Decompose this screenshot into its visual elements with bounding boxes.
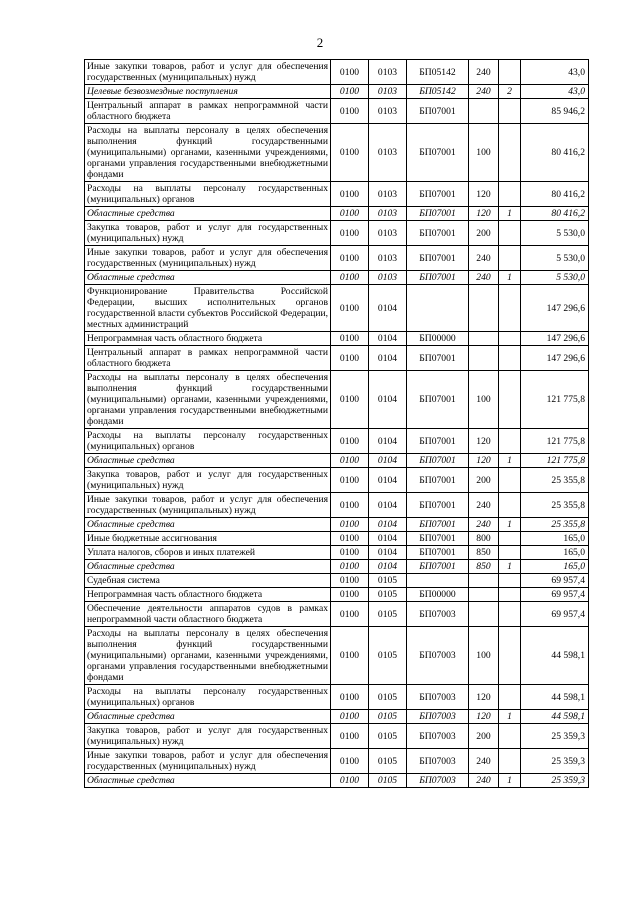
- expense-type-code-cell: [469, 602, 499, 627]
- subsection-code-cell: 0105: [369, 724, 407, 749]
- expense-type-code-cell: 100: [469, 627, 499, 685]
- expense-type-code-cell: 120: [469, 454, 499, 468]
- subsection-code-cell: 0103: [369, 85, 407, 99]
- target-item-code-cell: БП07003: [407, 710, 469, 724]
- target-item-code-cell: БП07001: [407, 346, 469, 371]
- row-name-cell: Обеспечение деятельности аппаратов судов в рамках непрограммной части областного бюджета: [85, 602, 331, 627]
- funding-source-cell: [499, 546, 521, 560]
- table-row: [85, 85, 589, 99]
- section-code-cell: 0100: [331, 285, 369, 332]
- budget-table: [84, 59, 589, 788]
- row-name-cell: Расходы на выплаты персоналу в целях обеспечения выполнения функций государственными (муниципальными) органами, казенными учреждениями, органами управления государственными внебюджетными фондами: [85, 124, 331, 182]
- funding-source-cell: [499, 627, 521, 685]
- expense-type-code-cell: 120: [469, 182, 499, 207]
- row-name-cell: Судебная система: [85, 574, 331, 588]
- funding-source-cell: 1: [499, 710, 521, 724]
- amount-cell: 44 598,1: [521, 685, 589, 710]
- expense-type-code-cell: 120: [469, 207, 499, 221]
- row-name-cell: Областные средства: [85, 710, 331, 724]
- table-row: [85, 332, 589, 346]
- row-name-cell: Областные средства: [85, 271, 331, 285]
- subsection-code-cell: 0105: [369, 588, 407, 602]
- amount-cell: 121 775,8: [521, 429, 589, 454]
- section-code-cell: 0100: [331, 546, 369, 560]
- target-item-code-cell: БП07001: [407, 560, 469, 574]
- funding-source-cell: [499, 371, 521, 429]
- section-code-cell: 0100: [331, 454, 369, 468]
- target-item-code-cell: БП07001: [407, 518, 469, 532]
- expense-type-code-cell: 240: [469, 85, 499, 99]
- expense-type-code-cell: 850: [469, 560, 499, 574]
- row-name-cell: Закупка товаров, работ и услуг для государственных (муниципальных) нужд: [85, 724, 331, 749]
- amount-cell: 25 355,8: [521, 468, 589, 493]
- funding-source-cell: 2: [499, 85, 521, 99]
- target-item-code-cell: БП00000: [407, 588, 469, 602]
- funding-source-cell: [499, 246, 521, 271]
- funding-source-cell: [499, 468, 521, 493]
- row-name-cell: Иные закупки товаров, работ и услуг для обеспечения государственных (муниципальных) нужд: [85, 493, 331, 518]
- expense-type-code-cell: 200: [469, 221, 499, 246]
- subsection-code-cell: 0103: [369, 246, 407, 271]
- row-name-cell: Функционирование Правительства Российской Федерации, высших исполнительных органов государственной власти субъектов Российской Федерации, местных администраций: [85, 285, 331, 332]
- expense-type-code-cell: [469, 285, 499, 332]
- amount-cell: 25 355,8: [521, 518, 589, 532]
- row-name-cell: Иные закупки товаров, работ и услуг для обеспечения государственных (муниципальных) нужд: [85, 749, 331, 774]
- section-code-cell: 0100: [331, 588, 369, 602]
- target-item-code-cell: [407, 574, 469, 588]
- target-item-code-cell: БП07003: [407, 774, 469, 788]
- row-name-cell: Непрограммная часть областного бюджета: [85, 588, 331, 602]
- amount-cell: 5 530,0: [521, 246, 589, 271]
- subsection-code-cell: 0104: [369, 454, 407, 468]
- target-item-code-cell: БП07001: [407, 454, 469, 468]
- amount-cell: 147 296,6: [521, 332, 589, 346]
- target-item-code-cell: БП07001: [407, 429, 469, 454]
- subsection-code-cell: 0104: [369, 371, 407, 429]
- row-name-cell: Закупка товаров, работ и услуг для государственных (муниципальных) нужд: [85, 468, 331, 493]
- row-name-cell: Расходы на выплаты персоналу государственных (муниципальных) органов: [85, 429, 331, 454]
- target-item-code-cell: БП07001: [407, 493, 469, 518]
- expense-type-code-cell: [469, 574, 499, 588]
- amount-cell: 121 775,8: [521, 371, 589, 429]
- expense-type-code-cell: 240: [469, 518, 499, 532]
- funding-source-cell: [499, 221, 521, 246]
- row-name-cell: Областные средства: [85, 207, 331, 221]
- row-name-cell: Непрограммная часть областного бюджета: [85, 332, 331, 346]
- funding-source-cell: [499, 346, 521, 371]
- table-row: [85, 285, 589, 332]
- expense-type-code-cell: 200: [469, 468, 499, 493]
- row-name-cell: Областные средства: [85, 774, 331, 788]
- row-name-cell: Центральный аппарат в рамках непрограммной части областного бюджета: [85, 99, 331, 124]
- funding-source-cell: [499, 182, 521, 207]
- table-row: [85, 60, 589, 85]
- row-name-cell: Целевые безвозмездные поступления: [85, 85, 331, 99]
- section-code-cell: 0100: [331, 685, 369, 710]
- row-name-cell: Иные бюджетные ассигнования: [85, 532, 331, 546]
- row-name-cell: Областные средства: [85, 560, 331, 574]
- expense-type-code-cell: 100: [469, 371, 499, 429]
- section-code-cell: 0100: [331, 560, 369, 574]
- subsection-code-cell: 0104: [369, 285, 407, 332]
- amount-cell: 25 355,8: [521, 493, 589, 518]
- row-name-cell: Расходы на выплаты персоналу государственных (муниципальных) органов: [85, 685, 331, 710]
- section-code-cell: 0100: [331, 518, 369, 532]
- amount-cell: 69 957,4: [521, 574, 589, 588]
- subsection-code-cell: 0104: [369, 518, 407, 532]
- table-row: [85, 627, 589, 685]
- funding-source-cell: 1: [499, 774, 521, 788]
- table-row: [85, 346, 589, 371]
- subsection-code-cell: 0103: [369, 99, 407, 124]
- amount-cell: 25 359,3: [521, 724, 589, 749]
- funding-source-cell: 1: [499, 271, 521, 285]
- page-number: 2: [316, 35, 324, 50]
- expense-type-code-cell: [469, 332, 499, 346]
- subsection-code-cell: 0104: [369, 346, 407, 371]
- expense-type-code-cell: 240: [469, 60, 499, 85]
- section-code-cell: 0100: [331, 724, 369, 749]
- amount-cell: 165,0: [521, 532, 589, 546]
- amount-cell: 80 416,2: [521, 182, 589, 207]
- table-row: [85, 710, 589, 724]
- section-code-cell: 0100: [331, 99, 369, 124]
- target-item-code-cell: БП07001: [407, 271, 469, 285]
- target-item-code-cell: БП07001: [407, 546, 469, 560]
- funding-source-cell: [499, 574, 521, 588]
- expense-type-code-cell: 240: [469, 774, 499, 788]
- section-code-cell: 0100: [331, 346, 369, 371]
- section-code-cell: 0100: [331, 332, 369, 346]
- subsection-code-cell: 0103: [369, 207, 407, 221]
- table-body: [85, 60, 589, 788]
- target-item-code-cell: БП07001: [407, 221, 469, 246]
- table-row: [85, 574, 589, 588]
- target-item-code-cell: БП07001: [407, 246, 469, 271]
- funding-source-cell: [499, 124, 521, 182]
- table-row: [85, 602, 589, 627]
- funding-source-cell: 1: [499, 518, 521, 532]
- expense-type-code-cell: [469, 99, 499, 124]
- funding-source-cell: [499, 532, 521, 546]
- section-code-cell: 0100: [331, 574, 369, 588]
- row-name-cell: Центральный аппарат в рамках непрограммной части областного бюджета: [85, 346, 331, 371]
- funding-source-cell: 1: [499, 560, 521, 574]
- expense-type-code-cell: 200: [469, 724, 499, 749]
- subsection-code-cell: 0104: [369, 332, 407, 346]
- amount-cell: 165,0: [521, 546, 589, 560]
- section-code-cell: 0100: [331, 371, 369, 429]
- expense-type-code-cell: 240: [469, 271, 499, 285]
- section-code-cell: 0100: [331, 493, 369, 518]
- amount-cell: 43,0: [521, 60, 589, 85]
- target-item-code-cell: БП05142: [407, 60, 469, 85]
- table-row: [85, 468, 589, 493]
- table-row: [85, 99, 589, 124]
- amount-cell: 44 598,1: [521, 710, 589, 724]
- section-code-cell: 0100: [331, 468, 369, 493]
- table-row: [85, 371, 589, 429]
- expense-type-code-cell: 100: [469, 124, 499, 182]
- amount-cell: 25 359,3: [521, 749, 589, 774]
- amount-cell: 44 598,1: [521, 627, 589, 685]
- table-row: [85, 207, 589, 221]
- section-code-cell: 0100: [331, 182, 369, 207]
- expense-type-code-cell: 850: [469, 546, 499, 560]
- section-code-cell: 0100: [331, 246, 369, 271]
- table-row: [85, 429, 589, 454]
- target-item-code-cell: БП07001: [407, 532, 469, 546]
- table-row: [85, 724, 589, 749]
- target-item-code-cell: БП07003: [407, 724, 469, 749]
- expense-type-code-cell: 120: [469, 685, 499, 710]
- table-row: [85, 182, 589, 207]
- subsection-code-cell: 0105: [369, 749, 407, 774]
- row-name-cell: Расходы на выплаты персоналу государственных (муниципальных) органов: [85, 182, 331, 207]
- amount-cell: 165,0: [521, 560, 589, 574]
- row-name-cell: Уплата налогов, сборов и иных платежей: [85, 546, 331, 560]
- row-name-cell: Областные средства: [85, 454, 331, 468]
- target-item-code-cell: БП07001: [407, 182, 469, 207]
- target-item-code-cell: [407, 285, 469, 332]
- amount-cell: 25 359,3: [521, 774, 589, 788]
- funding-source-cell: [499, 685, 521, 710]
- target-item-code-cell: БП07003: [407, 749, 469, 774]
- subsection-code-cell: 0104: [369, 468, 407, 493]
- funding-source-cell: 1: [499, 207, 521, 221]
- amount-cell: 147 296,6: [521, 285, 589, 332]
- table-row: [85, 493, 589, 518]
- target-item-code-cell: БП07001: [407, 99, 469, 124]
- row-name-cell: Закупка товаров, работ и услуг для государственных (муниципальных) нужд: [85, 221, 331, 246]
- table-row: [85, 221, 589, 246]
- amount-cell: 43,0: [521, 85, 589, 99]
- section-code-cell: 0100: [331, 429, 369, 454]
- amount-cell: 69 957,4: [521, 602, 589, 627]
- section-code-cell: 0100: [331, 271, 369, 285]
- expense-type-code-cell: 240: [469, 493, 499, 518]
- subsection-code-cell: 0105: [369, 710, 407, 724]
- section-code-cell: 0100: [331, 710, 369, 724]
- table-row: [85, 532, 589, 546]
- target-item-code-cell: БП07003: [407, 602, 469, 627]
- subsection-code-cell: 0105: [369, 574, 407, 588]
- amount-cell: 5 530,0: [521, 221, 589, 246]
- subsection-code-cell: 0105: [369, 627, 407, 685]
- funding-source-cell: 1: [499, 454, 521, 468]
- funding-source-cell: [499, 749, 521, 774]
- funding-source-cell: [499, 60, 521, 85]
- section-code-cell: 0100: [331, 124, 369, 182]
- section-code-cell: 0100: [331, 602, 369, 627]
- table-row: [85, 588, 589, 602]
- subsection-code-cell: 0104: [369, 493, 407, 518]
- target-item-code-cell: БП07001: [407, 207, 469, 221]
- table-row: [85, 246, 589, 271]
- section-code-cell: 0100: [331, 774, 369, 788]
- row-name-cell: Расходы на выплаты персоналу в целях обеспечения выполнения функций государственными (муниципальными) органами, казенными учреждениями, органами управления государственными внебюджетными фондами: [85, 627, 331, 685]
- expense-type-code-cell: 120: [469, 429, 499, 454]
- target-item-code-cell: БП07001: [407, 468, 469, 493]
- subsection-code-cell: 0105: [369, 685, 407, 710]
- row-name-cell: Областные средства: [85, 518, 331, 532]
- subsection-code-cell: 0103: [369, 271, 407, 285]
- table-row: [85, 518, 589, 532]
- subsection-code-cell: 0104: [369, 532, 407, 546]
- funding-source-cell: [499, 285, 521, 332]
- amount-cell: 85 946,2: [521, 99, 589, 124]
- expense-type-code-cell: 120: [469, 710, 499, 724]
- row-name-cell: Иные закупки товаров, работ и услуг для обеспечения государственных (муниципальных) нужд: [85, 246, 331, 271]
- subsection-code-cell: 0105: [369, 602, 407, 627]
- target-item-code-cell: БП07001: [407, 124, 469, 182]
- table-row: [85, 749, 589, 774]
- subsection-code-cell: 0104: [369, 560, 407, 574]
- expense-type-code-cell: 800: [469, 532, 499, 546]
- expense-type-code-cell: [469, 588, 499, 602]
- funding-source-cell: [499, 724, 521, 749]
- target-item-code-cell: БП07003: [407, 627, 469, 685]
- funding-source-cell: [499, 493, 521, 518]
- subsection-code-cell: 0105: [369, 774, 407, 788]
- target-item-code-cell: БП00000: [407, 332, 469, 346]
- funding-source-cell: [499, 602, 521, 627]
- amount-cell: 69 957,4: [521, 588, 589, 602]
- row-name-cell: Иные закупки товаров, работ и услуг для обеспечения государственных (муниципальных) нужд: [85, 60, 331, 85]
- amount-cell: 80 416,2: [521, 207, 589, 221]
- table-row: [85, 271, 589, 285]
- target-item-code-cell: БП07003: [407, 685, 469, 710]
- target-item-code-cell: БП05142: [407, 85, 469, 99]
- table-row: [85, 546, 589, 560]
- amount-cell: 121 775,8: [521, 454, 589, 468]
- funding-source-cell: [499, 588, 521, 602]
- amount-cell: 147 296,6: [521, 346, 589, 371]
- subsection-code-cell: 0104: [369, 546, 407, 560]
- subsection-code-cell: 0103: [369, 124, 407, 182]
- section-code-cell: 0100: [331, 221, 369, 246]
- section-code-cell: 0100: [331, 627, 369, 685]
- subsection-code-cell: 0104: [369, 429, 407, 454]
- expense-type-code-cell: [469, 346, 499, 371]
- section-code-cell: 0100: [331, 85, 369, 99]
- expense-type-code-cell: 240: [469, 246, 499, 271]
- section-code-cell: 0100: [331, 60, 369, 85]
- target-item-code-cell: БП07001: [407, 371, 469, 429]
- subsection-code-cell: 0103: [369, 60, 407, 85]
- row-name-cell: Расходы на выплаты персоналу в целях обеспечения выполнения функций государственными (муниципальными) органами, казенными учреждениями, органами управления государственными внебюджетными фондами: [85, 371, 331, 429]
- amount-cell: 80 416,2: [521, 124, 589, 182]
- table-row: [85, 560, 589, 574]
- table-row: [85, 124, 589, 182]
- funding-source-cell: [499, 429, 521, 454]
- funding-source-cell: [499, 99, 521, 124]
- expense-type-code-cell: 240: [469, 749, 499, 774]
- subsection-code-cell: 0103: [369, 182, 407, 207]
- table-row: [85, 685, 589, 710]
- funding-source-cell: [499, 332, 521, 346]
- table-row: [85, 454, 589, 468]
- section-code-cell: 0100: [331, 749, 369, 774]
- table-row: [85, 774, 589, 788]
- section-code-cell: 0100: [331, 207, 369, 221]
- section-code-cell: 0100: [331, 532, 369, 546]
- amount-cell: 5 530,0: [521, 271, 589, 285]
- subsection-code-cell: 0103: [369, 221, 407, 246]
